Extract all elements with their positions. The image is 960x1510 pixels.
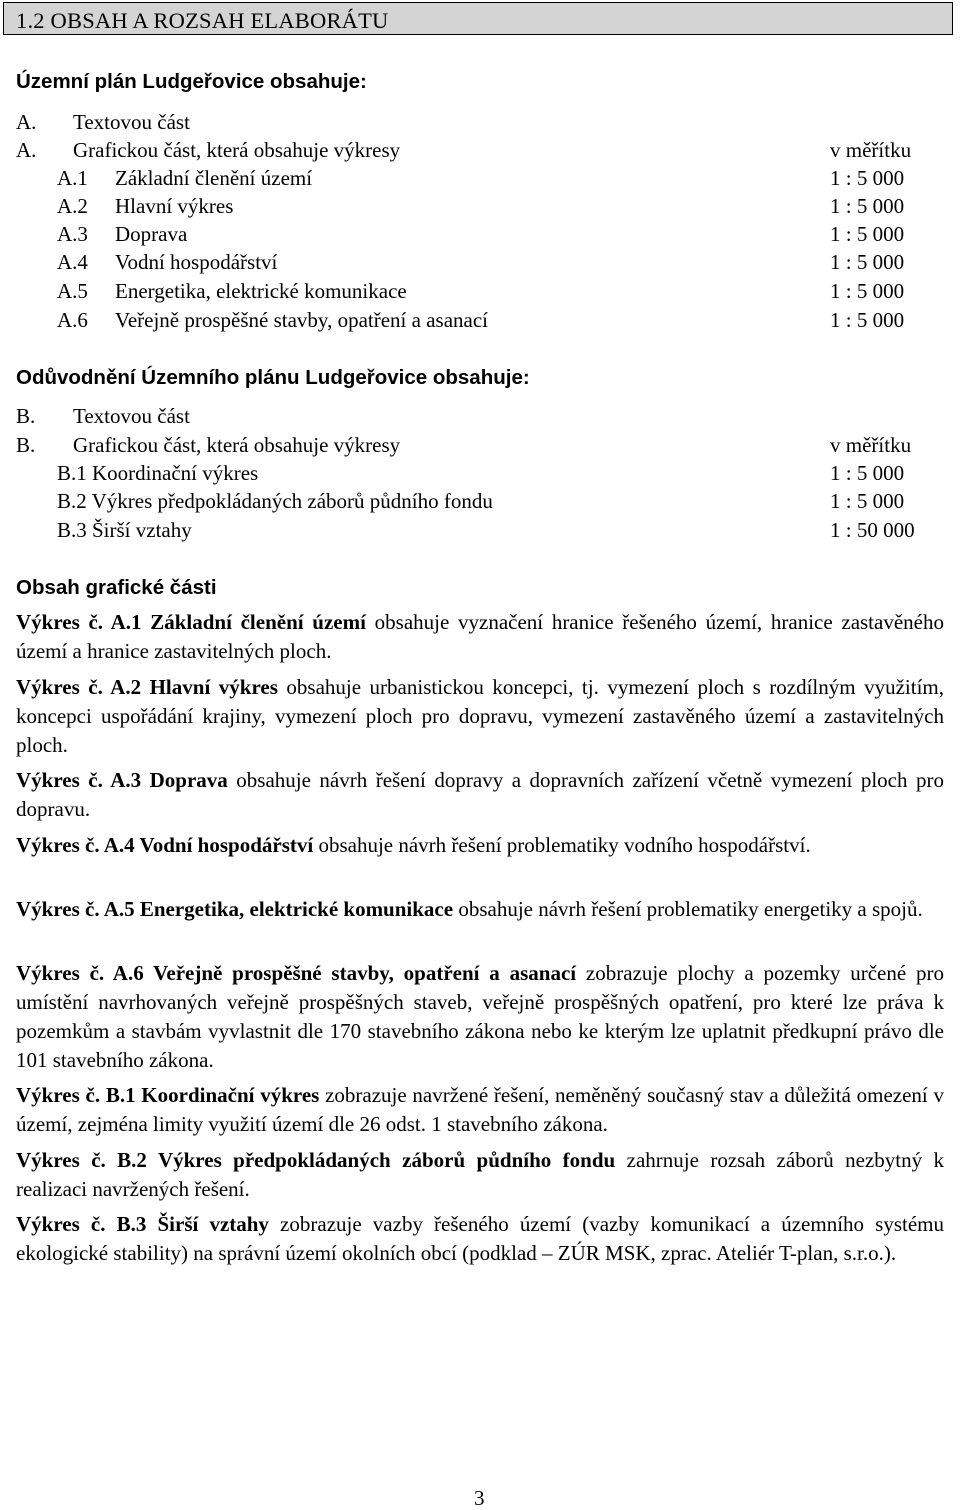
plan-item-scale: v měřítku [830,138,912,162]
drawing-code: A.2 [57,194,88,218]
description-a4 [16,831,944,860]
drawing-code: A.5 [57,279,88,303]
drawing-label: Veřejně prospěšné stavby, opatření a asanací [115,308,488,332]
drawing-b3 [57,518,928,546]
description-title: Výkres č. A.6 Veřejně prospěšné stavby, opatření a asanací [16,961,577,985]
plan-item-graphic [16,138,928,166]
drawing-scale: 1 : 5 000 [830,250,905,274]
plan-item-marker: A. [16,110,37,134]
drawing-label: Vodní hospodářství [115,250,278,274]
justification-item-label: Textovou část [73,404,190,428]
description-a1 [16,608,944,666]
justification-item-marker: B. [16,404,36,428]
description-title: Výkres č. A.3 Doprava [16,768,228,792]
drawing-scale: 1 : 5 000 [830,279,905,303]
drawing-label: Energetika, elektrické komunikace [115,279,407,303]
drawing-scale: 1 : 5 000 [830,461,905,485]
drawing-scale: 1 : 5 000 [830,308,905,332]
plan-item-marker: A. [16,138,37,162]
description-title: Výkres č. B.3 Širší vztahy [16,1212,269,1236]
drawing-code: A.6 [57,308,88,332]
drawing-a6 [57,308,928,336]
description-text: zahrnuje rozsah záborů nezbytný k realizaci navržených řešení. [16,1148,944,1201]
description-title: Výkres č. A.4 Vodní hospodářství [16,833,314,857]
description-title: Výkres č. B.1 Koordinační výkres [16,1083,320,1107]
description-a6 [16,959,944,1075]
drawing-scale: 1 : 5 000 [830,166,905,190]
description-title: Výkres č. A.2 Hlavní výkres [16,675,278,699]
description-title: Výkres č. A.5 Energetika, elektrické komunikace [16,897,454,921]
justification-heading: Odůvodnění Územního plánu Ludgeřovice obsahuje: [16,366,530,389]
drawing-b1 [57,461,928,489]
description-b3 [16,1210,944,1268]
description-b1 [16,1081,944,1139]
drawing-code: A.4 [57,250,88,274]
drawing-a3 [57,222,928,250]
justification-item-marker: B. [16,433,36,457]
description-text: obsahuje návrh řešení problematiky energetiky a spojů. [453,897,923,921]
drawing-a1 [57,166,928,194]
drawing-scale: 1 : 50 000 [830,518,915,542]
drawing-label: B.2 Výkres předpokládaných záborů půdního fondu [57,489,493,513]
plan-item-label: Grafickou část, která obsahuje výkresy [73,138,401,162]
plan-item-text [16,110,928,138]
justification-item-text [16,404,928,432]
description-text: zobrazuje navržené řešení, neměněný současný stav a důležitá omezení v území, zejména limity využití území dle 26 odst. 1 stavebního zákona. [16,1083,944,1136]
drawing-code: A.3 [57,222,88,246]
drawing-b2 [57,489,928,517]
drawing-label: B.1 Koordinační výkres [57,461,259,485]
justification-item-label: Grafickou část, která obsahuje výkresy [73,433,401,457]
description-text: obsahuje návrh řešení dopravy a dopravních zařízení včetně vymezení ploch pro dopravu. [16,768,944,821]
drawing-label: Základní členění území [115,166,313,190]
page-number: 3 [474,1486,485,1510]
description-a5 [16,895,944,924]
plan-item-label: Textovou část [73,110,190,134]
description-text: obsahuje vyznačení hranice řešeného území, hranice zastavěného území a hranice zastavitelných ploch. [16,610,944,663]
drawing-label: Hlavní výkres [115,194,234,218]
drawing-a4 [57,250,928,278]
description-text: zobrazuje plochy a pozemky určené pro umístění navrhovaných veřejně prospěšných staveb, veřejně prospěšných opatření, pro které lze práva k pozemkům a stavbám vyvlastnit dle 170 stavebního zákona nebo ke kterým lze uplatnit předkupní právo dle 101 stavebního zákona. [16,961,944,1072]
description-a3 [16,766,944,824]
drawing-code: A.1 [57,166,88,190]
description-text: zobrazuje vazby řešeného území (vazby komunikací a územního systému ekologické stability) na správní území okolních obcí (podklad – ZÚR MSK, zprac. Ateliér T-plan, s.r.o.). [16,1212,944,1265]
drawing-label: Doprava [115,222,188,246]
justification-item-scale: v měřítku [830,433,912,457]
section-header [3,2,953,35]
drawing-scale: 1 : 5 000 [830,222,905,246]
description-text: obsahuje návrh řešení problematiky vodního hospodářství. [313,833,811,857]
drawing-label: B.3 Širší vztahy [57,518,192,542]
drawing-a2 [57,194,928,222]
section-title: 1.2 OBSAH A ROZSAH ELABORÁTU [16,8,389,33]
description-a2 [16,673,944,760]
description-title: Výkres č. B.2 Výkres předpokládaných záborů půdního fondu [16,1148,616,1172]
justification-item-graphic [16,433,928,461]
drawing-a5 [57,279,928,307]
drawing-scale: 1 : 5 000 [830,194,905,218]
description-text: obsahuje urbanistickou koncepci, tj. vymezení ploch s rozdílným využitím, koncepci uspořádání krajiny, vymezení ploch pro dopravu, vymezení zastavěného území a zastavitelných ploch. [16,675,944,757]
graphic-heading: Obsah grafické části [16,576,217,599]
plan-heading: Územní plán Ludgeřovice obsahuje: [16,70,367,93]
drawing-scale: 1 : 5 000 [830,489,905,513]
description-title: Výkres č. A.1 Základní členění území [16,610,366,634]
description-b2 [16,1146,944,1204]
